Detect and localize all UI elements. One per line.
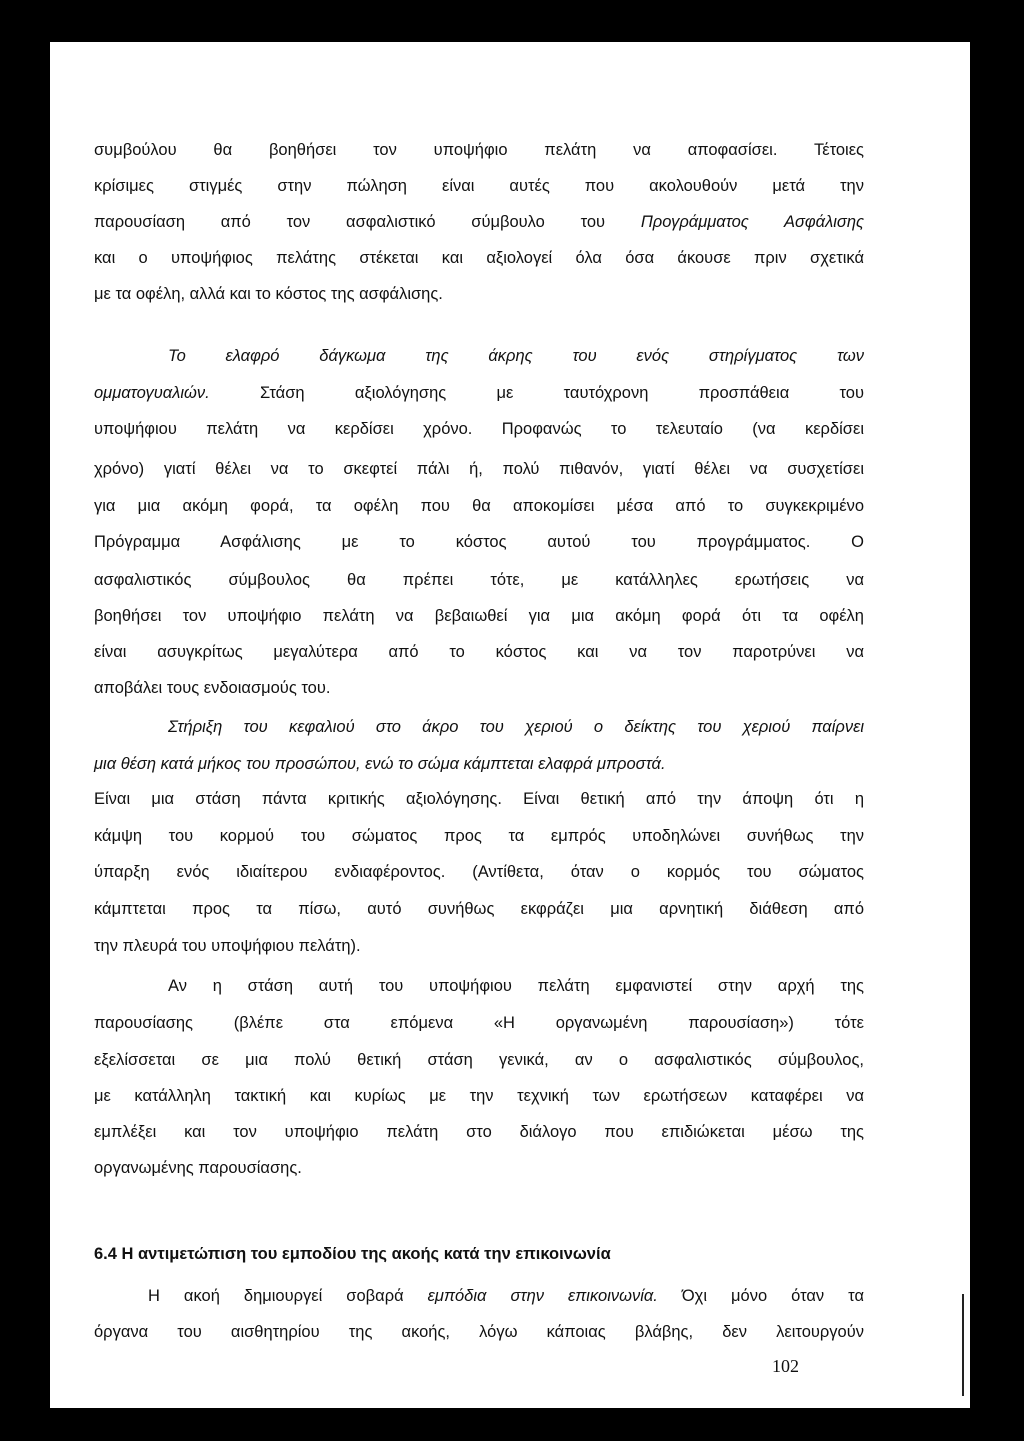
margin-rule	[962, 1294, 964, 1396]
text-line: Αν η στάση αυτή του υποψήφιου πελάτη εμφανιστεί στην αρχή της	[168, 977, 864, 995]
text-line: είναι ασυγκρίτως μεγαλύτερα από το κόστος και να τον παροτρύνει να	[94, 643, 864, 661]
text-line	[148, 1284, 864, 1308]
text-line: και ο υποψήφιος πελάτης στέκεται και αξιολογεί όλα όσα άκουσε πριν σχετικά	[94, 249, 864, 267]
text-span: παρουσίαση από τον ασφαλιστικό σύμβουλο του	[94, 213, 641, 231]
text-line	[94, 381, 864, 405]
text-line: αποβάλει τους ενδοιασμούς του.	[94, 679, 331, 697]
text-span: Η ακοή δημιουργεί σοβαρά	[148, 1287, 428, 1305]
text-line: κρίσιμες στιγμές στην πώληση είναι αυτές που ακολουθούν μετά την	[94, 177, 864, 195]
text-line: κάμψη του κορμού του σώματος προς τα εμπρός υποδηλώνει συνήθως την	[94, 827, 864, 845]
italic-line: μια θέση κατά μήκος του προσώπου, ενώ το σώμα κάμπτεται ελαφρά μπροστά.	[94, 755, 666, 773]
text-line: Είναι μια στάση πάντα κριτικής αξιολόγησης. Είναι θετική από την άποψη ότι η	[94, 790, 864, 808]
text-line: παρουσίασης (βλέπε στα επόμενα «Η οργανωμένη παρουσίαση») τότε	[94, 1014, 864, 1032]
text-line: ασφαλιστικός σύμβουλος θα πρέπει τότε, με κατάλληλες ερωτήσεις να	[94, 571, 864, 589]
text-line: όργανα του αισθητηρίου της ακοής, λόγω κάποιας βλάβης, δεν λειτουργούν	[94, 1323, 864, 1341]
italic-term: Προγράμματος Ασφάλισης	[640, 213, 865, 231]
text-span: Όχι μόνο όταν τα	[657, 1287, 865, 1305]
text-line: χρόνο) γιατί θέλει να το σκεφτεί πάλι ή, πολύ πιθανόν, γιατί θέλει να συσχετίσει	[94, 460, 864, 478]
text-line: κάμπτεται προς τα πίσω, αυτό συνήθως εκφράζει μια αρνητική διάθεση από	[94, 900, 864, 918]
text-line: Πρόγραμμα Ασφάλισης με το κόστος αυτού του προγράμματος. Ο	[94, 533, 864, 551]
text-line: υποψήφιου πελάτη να κερδίσει χρόνο. Προφανώς το τελευταίο (να κερδίσει	[94, 420, 864, 438]
text-line: ύπαρξη ενός ιδιαίτερου ενδιαφέροντος. (Αντίθετα, όταν ο κορμός του σώματος	[94, 863, 864, 881]
italic-line: Στήριξη του κεφαλιού στο άκρο του χεριού ο δείκτης του χεριού παίρνει	[168, 718, 864, 736]
text-line: για μια ακόμη φορά, τα οφέλη που θα αποκομίσει μέσα από το συγκεκριμένο	[94, 497, 864, 515]
text-line: με κατάλληλη τακτική και κυρίως με την τεχνική των ερωτήσεων καταφέρει να	[94, 1087, 864, 1105]
text-line: με τα οφέλη, αλλά και το κόστος της ασφάλισης.	[94, 285, 443, 303]
document-page	[50, 42, 970, 1408]
text-line: οργανωμένης παρουσίασης.	[94, 1159, 302, 1177]
text-line: βοηθήσει τον υποψήφιο πελάτη να βεβαιωθεί για μια ακόμη φορά ότι τα οφέλη	[94, 607, 864, 625]
italic-term: ομματογυαλιών.	[94, 384, 210, 402]
text-span: Στάση αξιολόγησης με ταυτόχρονη προσπάθεια του	[209, 384, 864, 402]
text-line: εξελίσσεται σε μια πολύ θετική στάση γενικά, αν ο ασφαλιστικός σύμβουλος,	[94, 1051, 864, 1069]
text-line: συμβούλου θα βοηθήσει τον υποψήφιο πελάτη να αποφασίσει. Τέτοιες	[94, 141, 864, 159]
italic-term: εμπόδια στην επικοινωνία.	[427, 1287, 658, 1305]
text-line: την πλευρά του υποψήφιου πελάτη).	[94, 937, 361, 955]
page-number: 102	[772, 1356, 799, 1376]
italic-line: Το ελαφρό δάγκωμα της άκρης του ενός στηρίγματος των	[168, 347, 864, 365]
text-line: εμπλέξει και τον υποψήφιο πελάτη στο διάλογο που επιδιώκεται μέσω της	[94, 1123, 864, 1141]
text-line	[94, 210, 864, 234]
section-heading: 6.4 Η αντιμετώπιση του εμποδίου της ακοής κατά την επικοινωνία	[94, 1245, 611, 1263]
